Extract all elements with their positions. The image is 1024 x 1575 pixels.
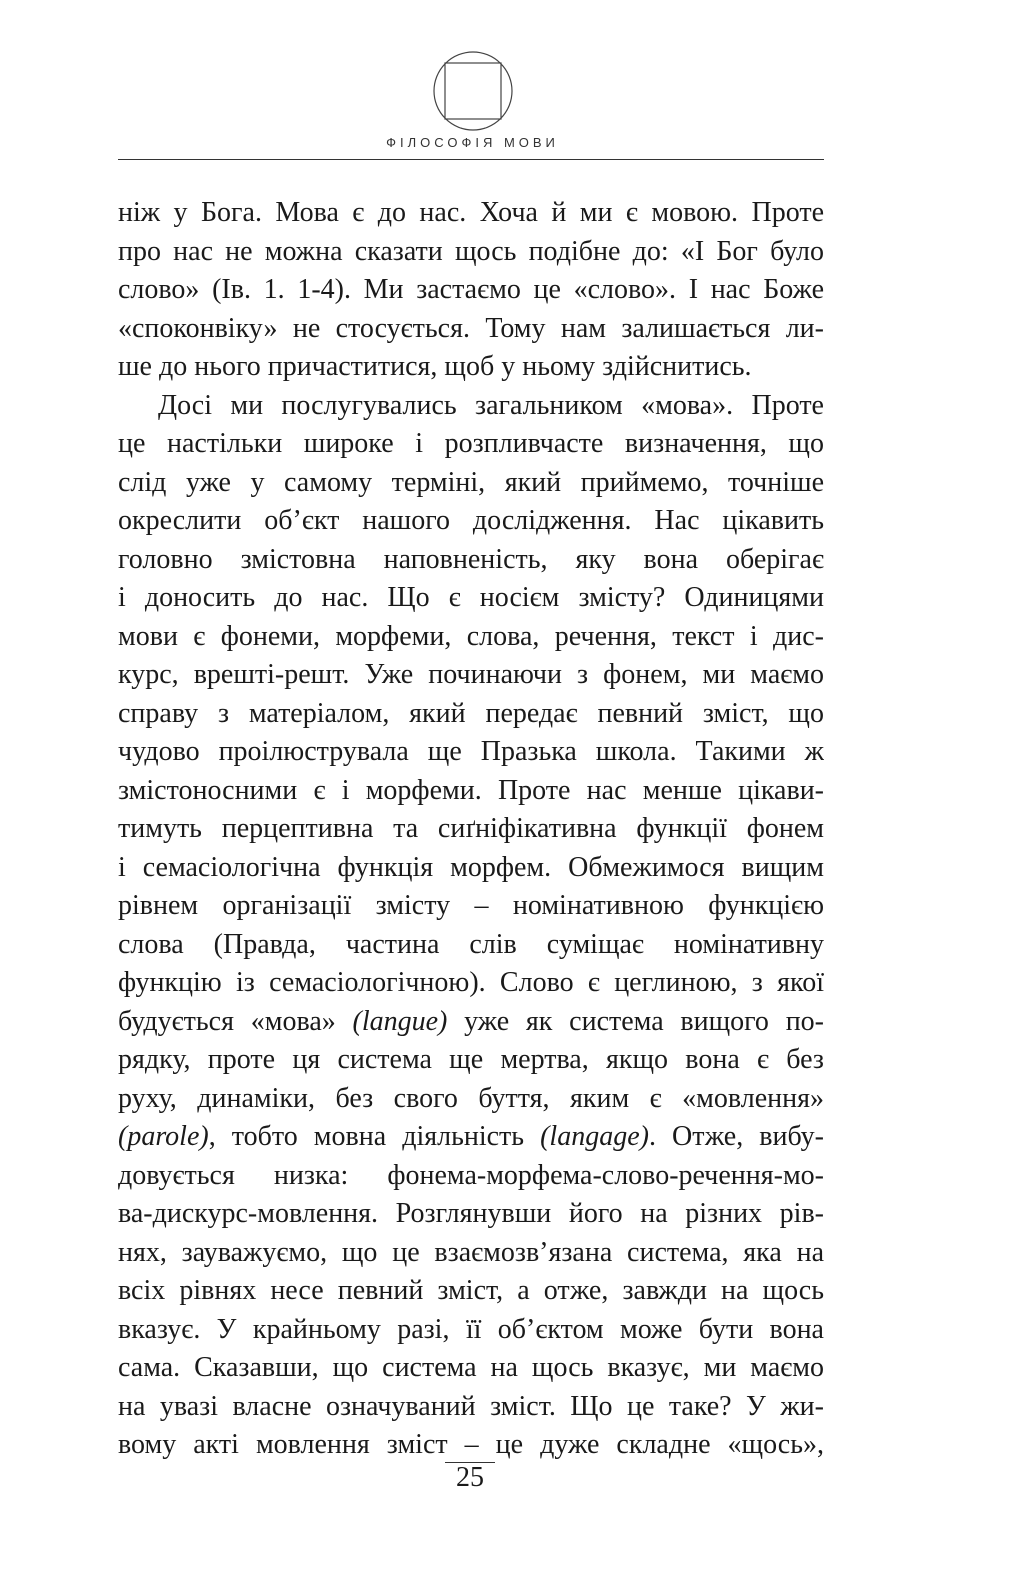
text-segment: будується «мова» bbox=[118, 1005, 353, 1037]
text-line: «споконвіку» не стосується. Тому нам залишається ли- bbox=[118, 312, 824, 344]
text-line: і семасіологічна функція морфем. Обмежимося вищим bbox=[118, 851, 824, 883]
text-line: окреслити об’єкт нашого дослідження. Нас цікавить bbox=[118, 505, 824, 536]
text-segment: , тобто мовна діяльність bbox=[208, 1121, 541, 1152]
text-line bbox=[118, 1118, 824, 1157]
text-line: курс, врешті-решт. Уже починаючи з фонем, ми маємо bbox=[118, 659, 824, 690]
text-line: і доносить до нас. Що є носієм змісту? Одиницями bbox=[118, 582, 824, 613]
text-line: всіх рівнях несе певний зміст, а отже, завжди на щось bbox=[118, 1275, 824, 1306]
header-rule bbox=[118, 159, 824, 160]
italic-term: (parole) bbox=[118, 1121, 209, 1152]
text-line: слова (Правда, частина слів суміщає номінативну bbox=[118, 928, 824, 960]
text-line: про нас не можна сказати щось подібне до: «І Бог було bbox=[118, 235, 824, 267]
body-text bbox=[118, 194, 824, 1465]
text-line: сама. Сказавши, що система на щось вказує, ми маємо bbox=[118, 1352, 824, 1383]
italic-term: (langage) bbox=[540, 1121, 649, 1152]
running-head-title: ФІЛОСОФІЯ МОВИ bbox=[386, 135, 559, 150]
text-line: мови є фонеми, морфеми, слова, речення, текст і дис- bbox=[118, 620, 824, 652]
text-line: чудово проілюструвала ще Празька школа. Такими ж bbox=[118, 736, 824, 767]
text-line: Досі ми послугувались загальником «мова». Проте bbox=[158, 389, 824, 421]
text-line: справу з матеріалом, який передає певний зміст, що bbox=[118, 697, 824, 729]
text-line: руху, динаміки, без свого буття, яким є «мовлення» bbox=[118, 1082, 824, 1114]
text-line: ва-дискурс-мовлення. Розглянувши його на різних рів- bbox=[118, 1198, 824, 1229]
text-line: вому акті мовлення зміст – це дуже складне «щось», bbox=[118, 1429, 824, 1460]
text-line: ше до нього причаститися, щоб у ньому здійснитись. bbox=[118, 351, 752, 382]
text-segment: уже як система вищого по- bbox=[447, 1005, 824, 1037]
text-line: змістоносними є і морфеми. Проте нас менше цікави- bbox=[118, 774, 824, 806]
text-line: нях, зауважуємо, що це взаємозв’язана система, яка на bbox=[118, 1236, 824, 1268]
text-line: слово» (Ів. 1. 1-4). Ми застаємо це «слово». І нас Боже bbox=[118, 274, 824, 305]
circle-square-emblem-icon bbox=[432, 50, 514, 132]
text-line: тимуть перцептивна та сиґніфікативна функції фонем bbox=[118, 813, 824, 844]
text-segment: . Отже, вибу- bbox=[648, 1121, 824, 1152]
text-line: вказує. У крайньому разі, її об’єктом може бути вона bbox=[118, 1313, 824, 1345]
text-line: рядку, проте ця система ще мертва, якщо вона є без bbox=[118, 1044, 824, 1075]
text-line: головно змістовна наповненість, яку вона оберігає bbox=[118, 543, 824, 575]
italic-term: (langue) bbox=[352, 1005, 448, 1037]
text-line bbox=[118, 1003, 824, 1042]
text-line: ніж у Бога. Мова є до нас. Хоча й ми є мовою. Проте bbox=[118, 197, 824, 228]
text-line: функцію із семасіологічною). Слово є цеглиною, з якої bbox=[118, 967, 824, 998]
text-line: довується низка: фонема-морфема-слово-речення-мо- bbox=[118, 1159, 824, 1191]
text-line: рівнем організації змісту – номінативною функцією bbox=[118, 890, 824, 921]
text-line: це настільки широке і розпливчасте визначення, що bbox=[118, 428, 824, 459]
text-line: слід уже у самому терміні, який приймемо, точніше bbox=[118, 466, 824, 498]
text-line: на увазі власне означуваний зміст. Що це таке? У жи- bbox=[118, 1390, 824, 1422]
page-number: 25 bbox=[456, 1462, 484, 1493]
